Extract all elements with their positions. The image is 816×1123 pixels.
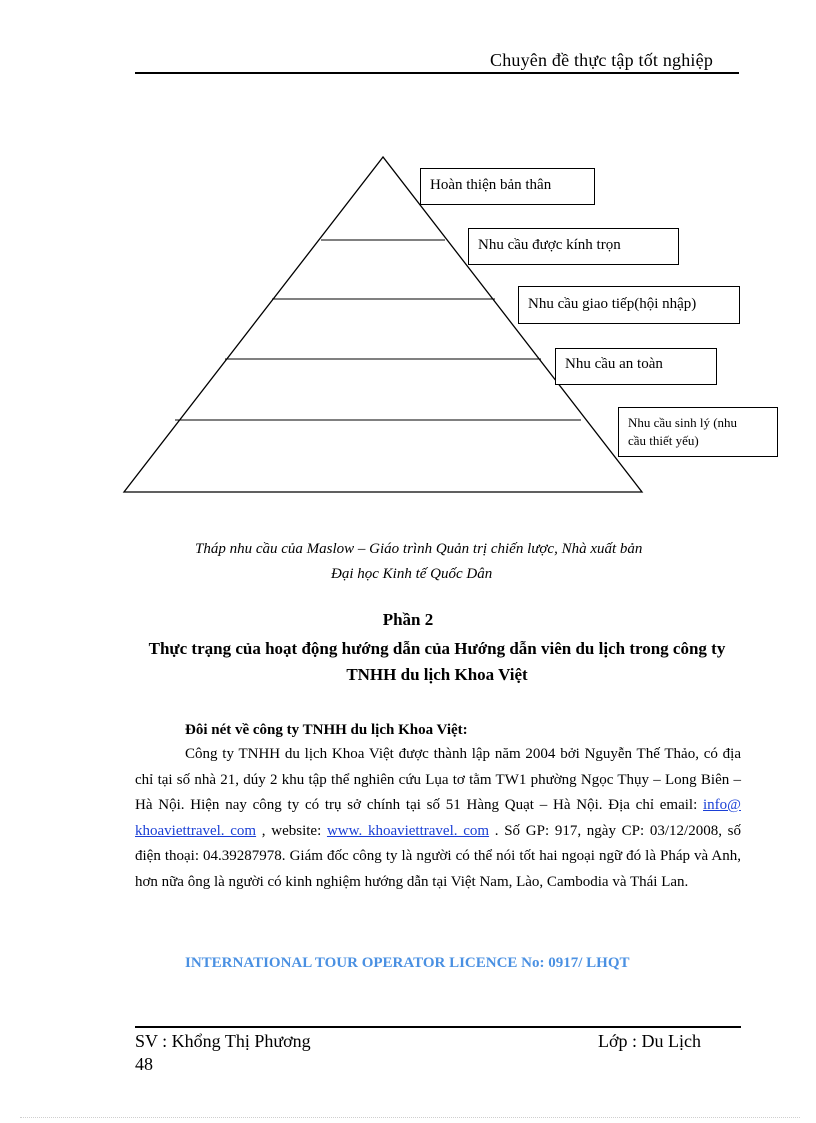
- page-number: 48: [135, 1054, 153, 1074]
- pyramid-label-physiological-line1: Nhu cầu sinh lý (nhu: [628, 415, 738, 430]
- footer-class-name: Lớp : Du Lịch: [598, 1031, 701, 1051]
- footer-divider: [135, 1026, 741, 1028]
- pyramid-label-physiological-line2: cầu thiết yếu): [628, 433, 699, 448]
- paragraph-text-b: , website:: [256, 822, 327, 839]
- paragraph-text-a: Công ty TNHH du lịch Khoa Việt được thành lập năm 2004 bởi Nguyễn Thế Thảo, có địa chỉ tại số nhà 21, dúy 2 khu tập thể nghiên cứu Lụa tơ tằm TW1 phường Ngọc Thụy – Long Biên – Hà Nội. Hiện nay công ty có trụ sở chính tại số 51 Hàng Quạt – Hà Nội. Địa chỉ email:: [135, 746, 741, 813]
- part-title: Thực trạng của hoạt động hướng dẫn của Hướng dẫn viên du lịch trong công ty TNHH du lịch Khoa Việt: [148, 639, 726, 684]
- pyramid-label-self-actualization: Hoàn thiện bản thân: [420, 168, 595, 205]
- section-subheading: Đôi nét về công ty TNHH du lịch Khoa Việt:: [185, 722, 468, 738]
- pyramid-label-esteem: Nhu cầu được kính trọn: [468, 228, 679, 265]
- website-link[interactable]: www. khoaviettravel. com: [326, 822, 490, 839]
- pyramid-label-safety: Nhu cầu an toàn: [555, 348, 717, 385]
- pyramid-label-social: Nhu cầu giao tiếp(hội nhập): [518, 286, 740, 324]
- figure-caption-line2: Đại học Kinh tế Quốc Dân: [331, 566, 493, 582]
- company-description-paragraph: [135, 742, 741, 895]
- footer-student-name: SV : Khổng Thị Phương: [135, 1031, 311, 1051]
- header-title: Chuyên đề thực tập tốt nghiệp: [490, 50, 714, 70]
- email-link[interactable]: info@ khoaviettravel. com: [135, 797, 741, 839]
- pyramid-label-physiological: [618, 407, 778, 457]
- page-bottom-border: [20, 1117, 800, 1118]
- pyramid-outline: [124, 157, 642, 492]
- figure-caption-line1: Tháp nhu cầu của Maslow – Giáo trình Quản trị chiến lược, Nhà xuất bản: [195, 541, 643, 557]
- licence-line: INTERNATIONAL TOUR OPERATOR LICENCE No: 0917/ LHQT: [185, 955, 630, 971]
- part-heading: Phần 2: [382, 610, 434, 629]
- paragraph-text-c: . Số GP: 917, ngày CP: 03/12/2008, số điện thoại: 04.39287978. Giám đốc công ty là người có thể nói tốt hai ngoại ngữ đó là Pháp và Anh, hơn nữa ông là người có kinh nghiệm hướng dẫn tại Việt Nam, Lào, Cambodia và Thái Lan.: [135, 822, 742, 890]
